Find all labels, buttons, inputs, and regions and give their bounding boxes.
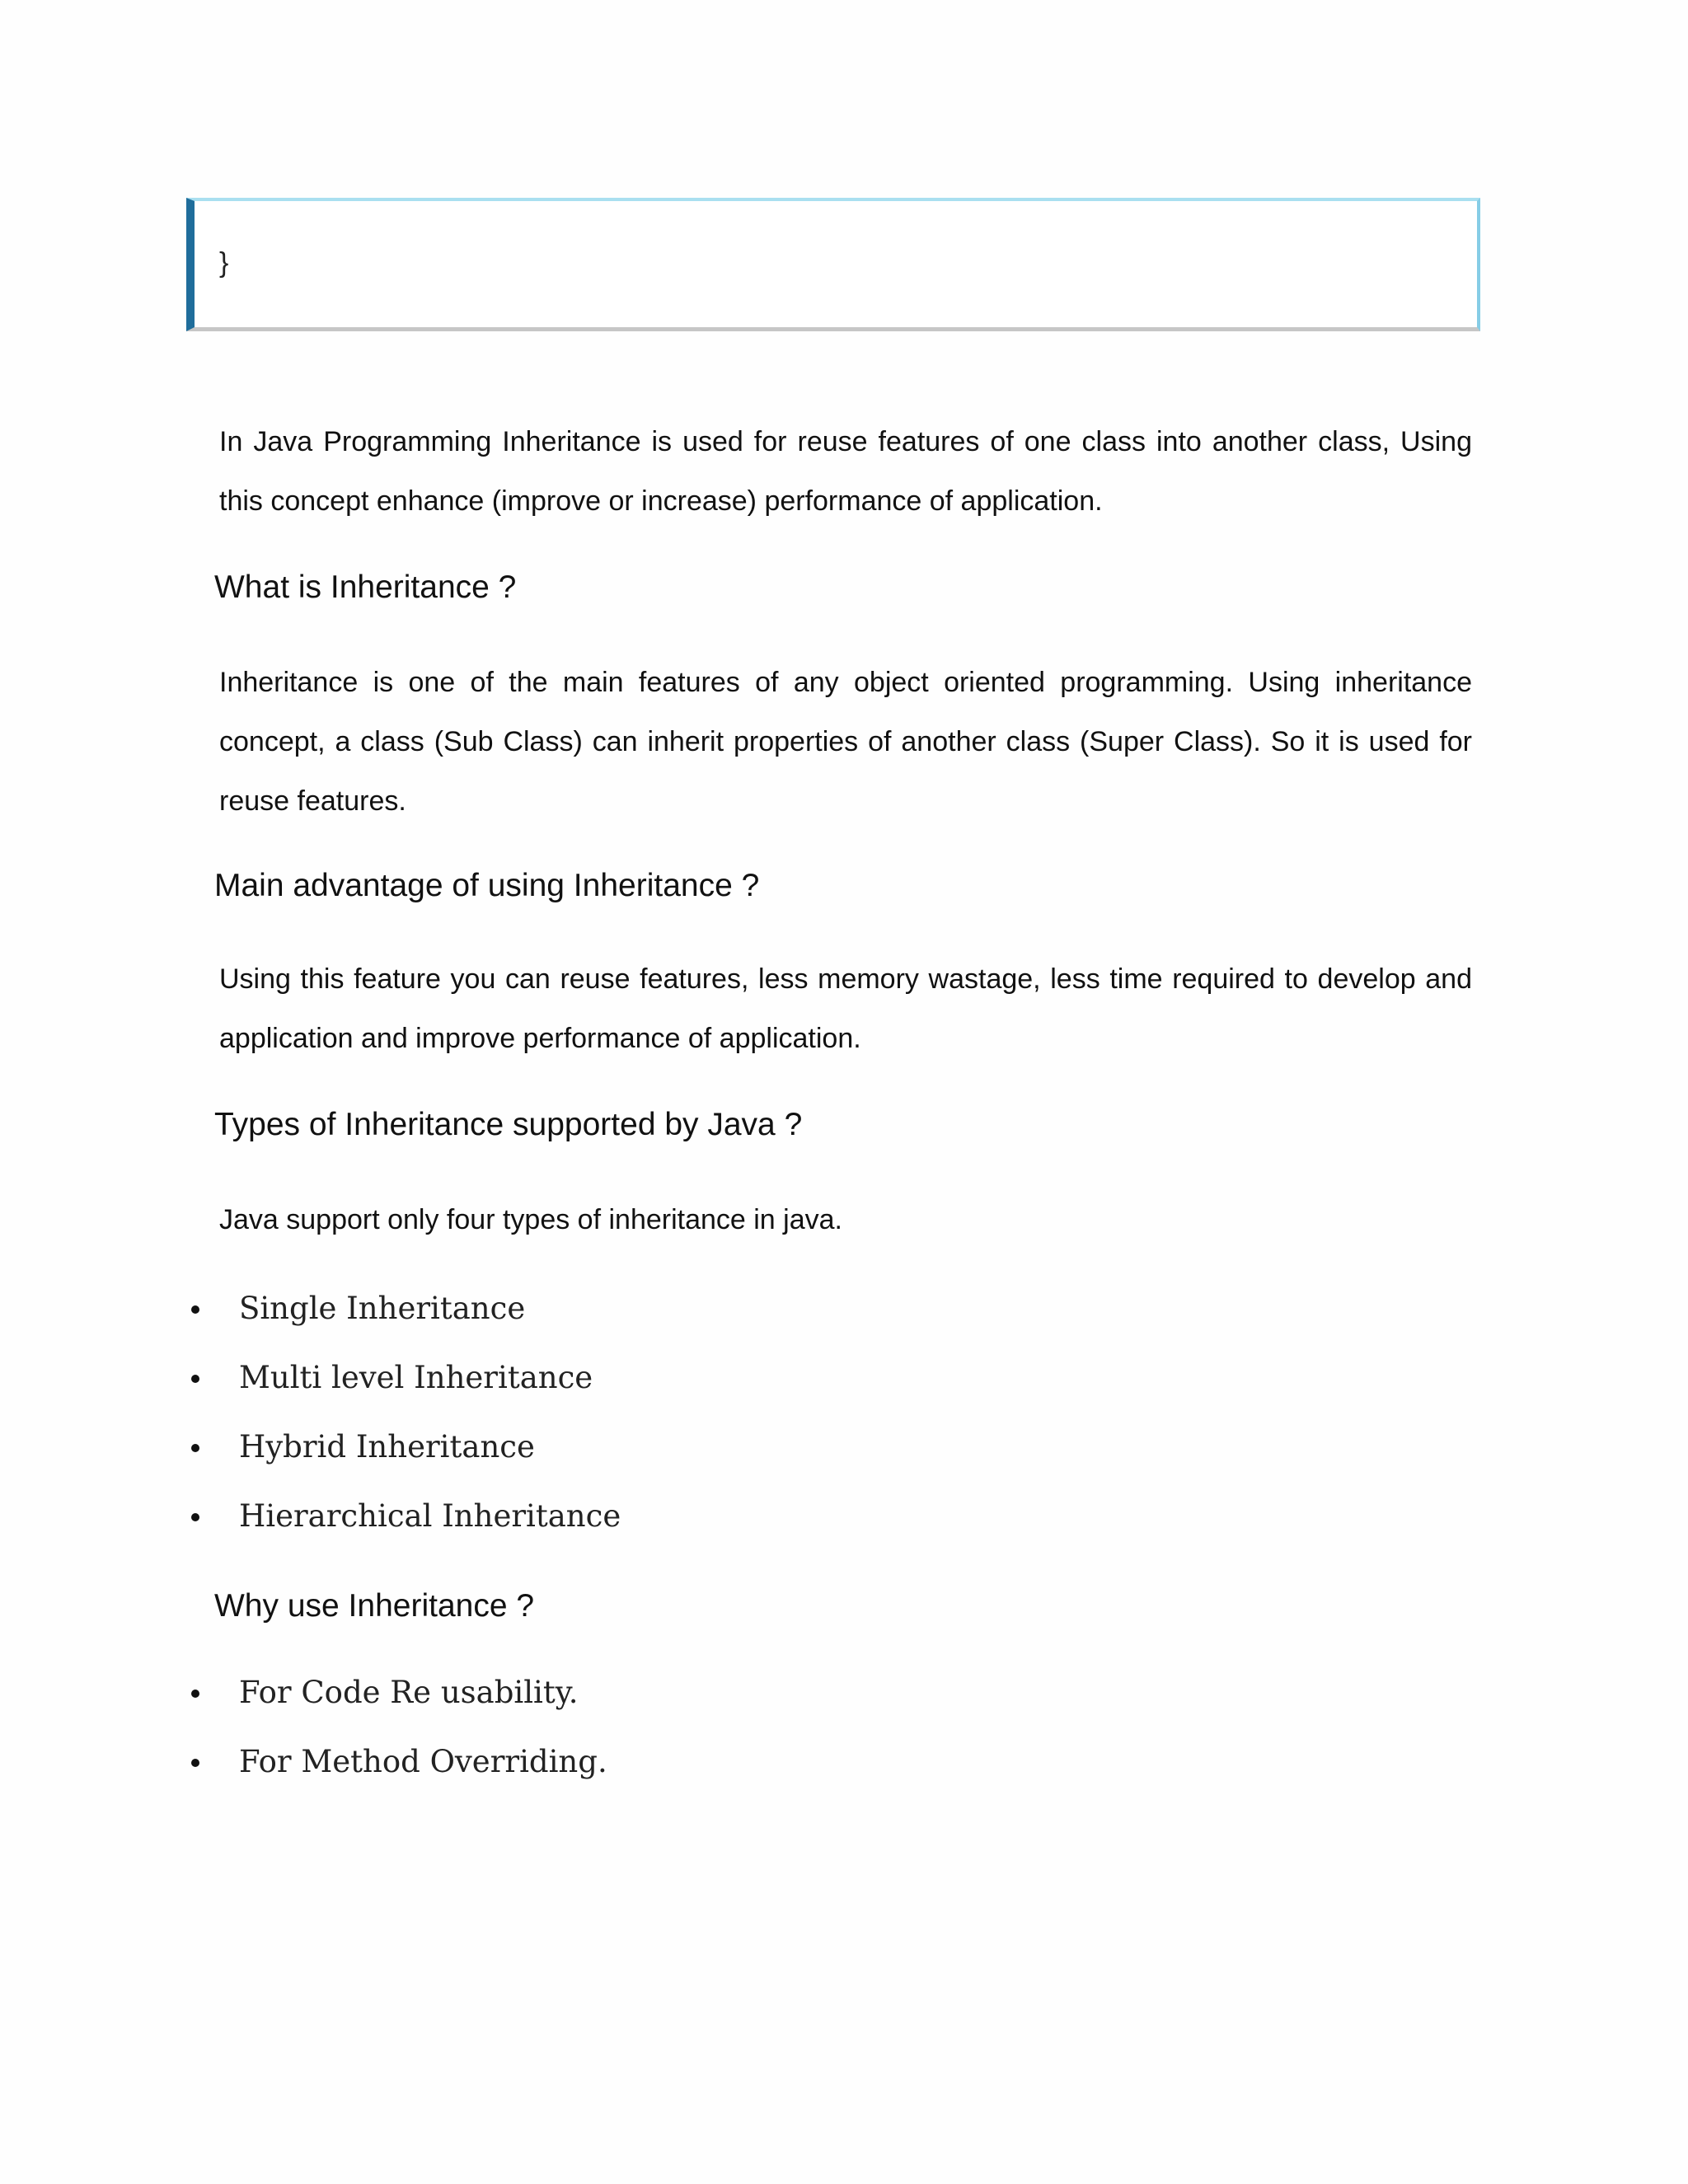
intro-paragraph: In Java Programming Inheritance is used for reuse features of one class into another class, Using this concept enhance (improve or increase) performance of application. [219, 426, 1472, 517]
paragraph-what-is-inheritance: Inheritance is one of the main features of any object oriented programming. Using inheritance concept, a class (Sub Class) can inherit properties of another class (Super Class). So it is used for reuse features. [219, 667, 1472, 817]
bullet-icon [191, 1690, 199, 1698]
bullet-icon [191, 1375, 199, 1383]
paragraph-main-advantage: Using this feature you can reuse features, less memory wastage, less time required to develop and application and improve performance of application. [219, 963, 1472, 1054]
bullet-icon [191, 1513, 199, 1521]
heading-why-use-inheritance: Why use Inheritance ? [214, 1588, 535, 1624]
heading-main-advantage: Main advantage of using Inheritance ? [214, 868, 760, 903]
bullet-icon [191, 1305, 199, 1314]
heading-types-of-inheritance: Types of Inheritance supported by Java ? [214, 1107, 803, 1142]
bullet-icon [191, 1759, 199, 1767]
code-block [186, 198, 1480, 331]
bullet-icon [191, 1444, 199, 1452]
paragraph-types-of-inheritance: Java support only four types of inheritance in java. [219, 1204, 842, 1235]
heading-what-is-inheritance: What is Inheritance ? [214, 569, 517, 605]
code-block-text: } [219, 247, 229, 279]
